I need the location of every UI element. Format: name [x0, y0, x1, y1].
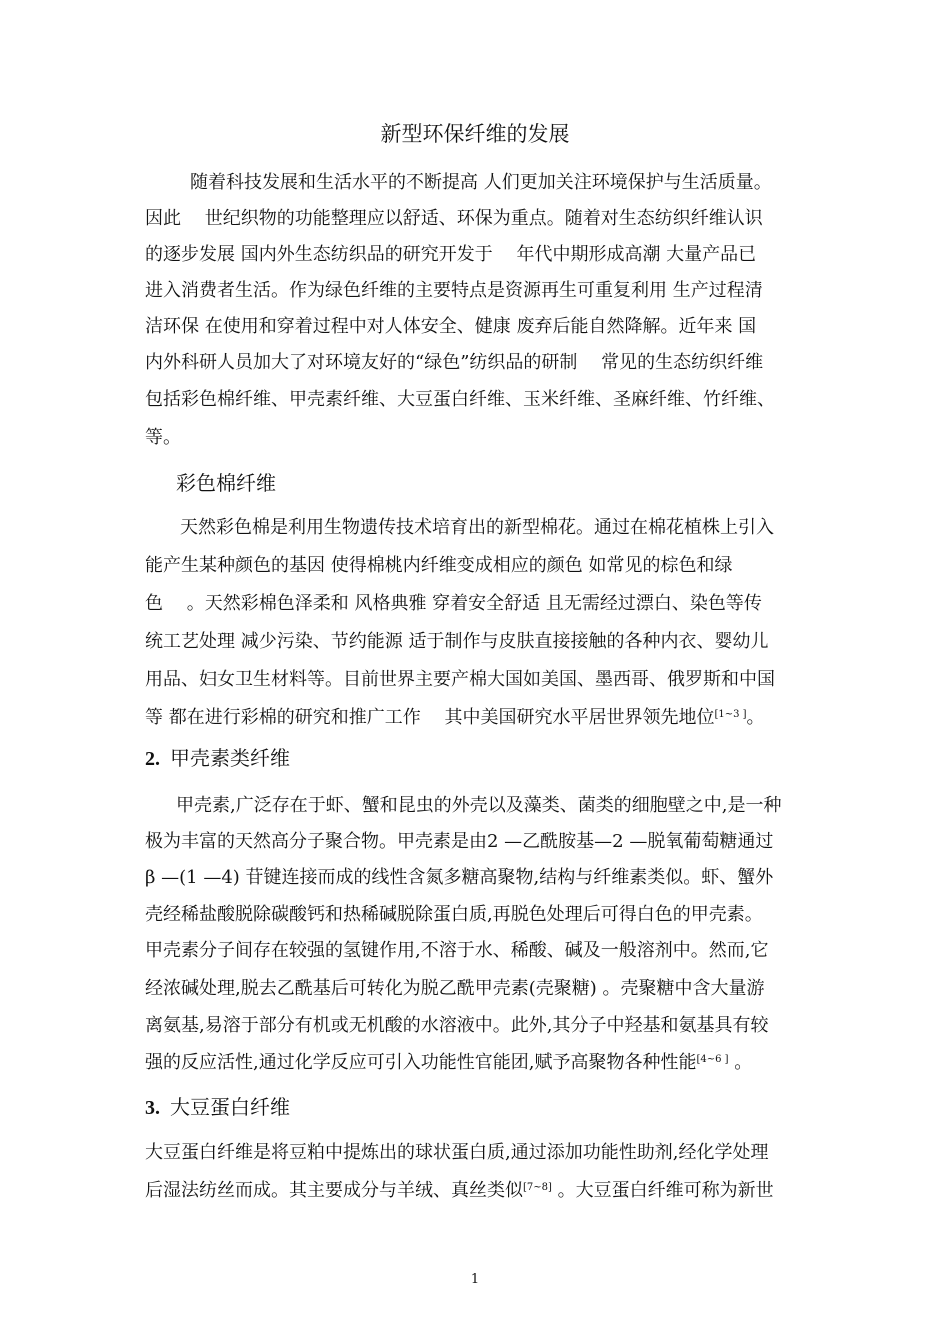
- section2-line: 壳经稀盐酸脱除碳酸钙和热稀碱脱除蛋白质,再脱色处理后可得白色的甲壳素。: [145, 904, 763, 925]
- section3-line-text: 后湿法纺丝而成。其主要成分与羊绒、真丝类似: [145, 1180, 523, 1201]
- section-heading: [145, 1093, 290, 1122]
- citation-ref: [1~3 ]: [714, 709, 747, 720]
- citation-ref: [4~6 ]: [696, 1054, 729, 1065]
- section-number: 2.: [145, 748, 160, 770]
- section-heading: [145, 744, 290, 773]
- section2-line: β —(1 —4) 苷键连接而成的线性含氮多糖高聚物,结构与纤维素类似。虾、蟹外: [145, 867, 774, 888]
- section1-line: 能产生某种颜色的基因 使得棉桃内纤维变成相应的颜色 如常见的棕色和绿: [145, 555, 733, 576]
- section2-line: 甲壳素分子间存在较强的氢键作用,不溶于水、稀酸、碱及一般溶剂中。然而,它: [145, 940, 769, 961]
- section1-line: 用品、妇女卫生材料等。目前世界主要产棉大国如美国、墨西哥、俄罗斯和中国: [145, 669, 775, 690]
- section2-line: 极为丰富的天然高分子聚合物。甲壳素是由2 —乙酰胺基—2 —脱氧葡萄糖通过: [145, 831, 774, 852]
- section3-line-text: 。大豆蛋白纤维可称为新世: [551, 1180, 774, 1201]
- section2-line: 离氨基,易溶于部分有机或无机酸的水溶液中。此外,其分子中羟基和氨基具有较: [145, 1015, 769, 1036]
- section1-last-line: [145, 705, 765, 731]
- sentence-end: 。: [728, 1052, 753, 1073]
- section1-line: 色 。天然彩棉色泽柔和 风格典雅 穿着安全舒适 且无需经过漂白、染色等传: [145, 593, 762, 614]
- intro-line: 包括彩色棉纤维、甲壳素纤维、大豆蛋白纤维、玉米纤维、圣麻纤维、竹纤维、: [145, 389, 775, 410]
- section3-line: 大豆蛋白纤维是将豆粕中提炼出的球状蛋白质,通过添加功能性助剂,经化学处理: [145, 1142, 769, 1163]
- section-heading-text: 甲壳素类纤维: [170, 746, 290, 770]
- intro-line: 进入消费者生活。作为绿色纤维的主要特点是资源再生可重复利用 生产过程清: [145, 280, 763, 301]
- section1-line: 等 都在进行彩棉的研究和推广工作 其中美国研究水平居世界领先地位: [145, 707, 715, 728]
- section3-line-2: [145, 1178, 774, 1204]
- section2-line: 经浓碱处理,脱去乙酰基后可转化为脱乙酰甲壳素(壳聚糖) 。壳聚糖中含大量游: [145, 978, 765, 999]
- intro-line: 等。: [145, 427, 181, 448]
- page-number: 1: [470, 1272, 480, 1287]
- section-heading-text: 彩色棉纤维: [176, 471, 276, 495]
- intro-line: 洁环保 在使用和穿着过程中对人体安全、健康 废弃后能自然降解。近年来 国: [145, 316, 757, 337]
- citation-ref: [7~8]: [523, 1182, 552, 1193]
- section-number: 3.: [145, 1097, 160, 1119]
- intro-line: 的逐步发展 国内外生态纺织品的研究开发于 年代中期形成高潮 大量产品已: [145, 244, 757, 265]
- intro-line: 因此 世纪织物的功能整理应以舒适、环保为重点。随着对生态纺织纤维认识: [145, 208, 763, 229]
- section-heading-text: 大豆蛋白纤维: [170, 1095, 290, 1119]
- section1-line: 天然彩色棉是利用生物遗传技术培育出的新型棉花。通过在棉花植株上引入: [180, 517, 774, 538]
- section2-line: 甲壳素,广泛存在于虾、蟹和昆虫的外壳以及藻类、菌类的细胞壁之中,是一种: [176, 795, 782, 816]
- sentence-end: 。: [746, 707, 765, 728]
- page-title: 新型环保纤维的发展: [380, 122, 570, 146]
- section2-line: 强的反应活性,通过化学反应可引入功能性官能团,赋予高聚物各种性能: [145, 1052, 697, 1073]
- intro-line: 随着科技发展和生活水平的不断提高 人们更加关注环境保护与生活质量。: [190, 172, 772, 193]
- intro-line: 内外科研人员加大了对环境友好的“绿色”纺织品的研制 常见的生态纺织纤维: [145, 352, 764, 373]
- section1-line: 统工艺处理 减少污染、节约能源 适于制作与皮肤直接接触的各种内衣、婴幼儿: [145, 631, 769, 652]
- section-heading: [176, 469, 276, 497]
- section2-last-line: [145, 1050, 752, 1076]
